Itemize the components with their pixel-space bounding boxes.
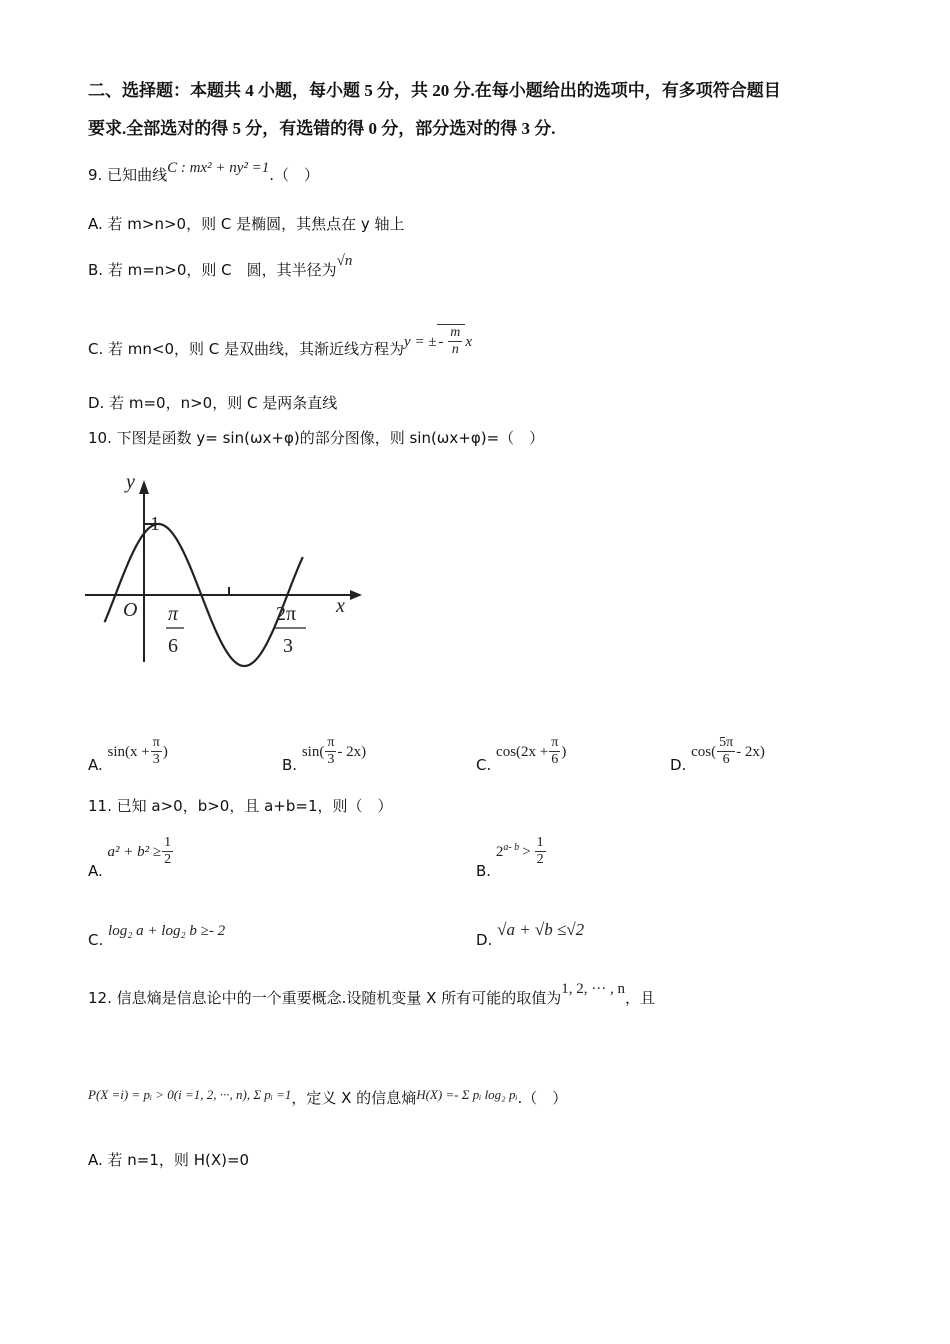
- q12-definition: [88, 1088, 567, 1109]
- q10-option-b: [282, 735, 367, 774]
- q9-tail: .（ ）: [269, 166, 320, 184]
- q10-option-c-num: π: [551, 735, 559, 750]
- q12-values: 1, 2, ··· , n: [561, 981, 625, 997]
- q12-formula-entropy: H(X) =- Σ pᵢ log₂ pᵢ: [416, 1087, 518, 1102]
- q11-option-c-label: C.: [88, 931, 104, 949]
- q9-option-c-num: m: [450, 325, 461, 340]
- tick2-denominator: 3: [283, 635, 293, 657]
- q10-option-d-den: 6: [722, 752, 730, 767]
- q11-option-b-num: 1: [536, 835, 544, 850]
- q11-stem: 11. 已知 a>0，b>0，且 a+b=1，则（ ）: [88, 797, 393, 815]
- q9-option-b-formula: √n: [336, 253, 353, 269]
- q12-formula-prob: P(X =i) = pᵢ > 0(i =1, 2, ···, n), Σ pᵢ =1: [88, 1087, 292, 1102]
- q9-option-a: A. 若 m>n>0，则 C 是椭圆，其焦点在 y 轴上: [88, 215, 405, 233]
- q10-option-a-den: 3: [152, 752, 160, 767]
- q10-option-b-pre: sin(: [301, 744, 325, 760]
- q10-option-b-label: B.: [282, 756, 298, 774]
- q10-option-c: [476, 735, 567, 774]
- q9-option-d: D. 若 m=0，n>0，则 C 是两条直线: [88, 394, 338, 412]
- x-axis-arrow-icon: [350, 590, 362, 600]
- tick2-numerator: 2π: [276, 603, 297, 625]
- q11-option-c-formula: log₂ a + log₂ b ≥- 2: [108, 923, 226, 939]
- q11-option-a: [88, 835, 174, 880]
- q9-option-c-text: C. 若 mn<0，则 C 是双曲线，其渐近线方程为: [88, 340, 405, 358]
- q12-tail: .（ ）: [517, 1089, 568, 1107]
- q10-option-d-frac: [717, 735, 735, 768]
- q11-option-d-label: D.: [476, 931, 493, 949]
- q11-option-b-label: B.: [476, 862, 492, 880]
- section-heading-line1: 二、选择题：本题共 4 小题，每小题 5 分，共 20 分.在每小题给出的选项中，有多项符合题目: [88, 81, 781, 100]
- q10-option-a-num: π: [152, 735, 160, 750]
- q10-option-c-pre: cos(2x +: [496, 744, 549, 760]
- q9-option-c-formula-post: x: [465, 334, 473, 350]
- q12-stem-text: 12. 信息熵是信息论中的一个重要概念.设随机变量 X 所有可能的取值为: [88, 989, 562, 1007]
- q11-option-a-den: 2: [164, 852, 172, 867]
- q10-option-c-frac: [549, 735, 560, 768]
- q9-stem-text: 9. 已知曲线: [88, 166, 168, 184]
- x-axis-label: x: [336, 595, 345, 617]
- y-axis-arrow-icon: [139, 480, 149, 494]
- q11-option-b-base: 2: [495, 844, 504, 860]
- q10-option-b-post: - 2x): [337, 744, 367, 760]
- q10-option-d-post: - 2x): [736, 744, 765, 760]
- q10-option-a-pre: sin(x +: [107, 744, 150, 760]
- q9-option-c-formula-pre: y = ±: [404, 334, 437, 350]
- q10-option-d: [670, 735, 765, 774]
- q10-option-b-num: π: [327, 735, 335, 750]
- y-axis-label: y: [126, 471, 135, 493]
- q11-option-a-frac: [162, 835, 173, 868]
- q10-option-c-label: C.: [476, 756, 492, 774]
- origin-label: O: [123, 599, 138, 621]
- q9-option-b-text: B. 若 m=n>0，则 C 圆，其半径为: [88, 261, 337, 279]
- q11-option-b-gt: >: [522, 844, 531, 860]
- q10-option-a-label: A.: [88, 756, 103, 774]
- tick1-denominator: 6: [168, 635, 178, 657]
- q11-option-d: [476, 920, 585, 949]
- q12-and: ，且: [624, 989, 655, 1007]
- q9-option-c: [88, 325, 473, 366]
- q11-option-b-exponent: a- b: [503, 842, 520, 853]
- one-label: 1: [150, 513, 160, 535]
- q11-option-b-den: 2: [536, 852, 544, 867]
- q10-stem: 10. 下图是函数 y= sin(ωx+φ)的部分图像，则 sin(ωx+φ)=（ ）: [88, 429, 545, 447]
- q9-option-c-den: n: [451, 342, 459, 357]
- q10-sine-graph: [80, 462, 370, 672]
- q10-option-a: [88, 735, 168, 774]
- tick1-numerator: π: [168, 603, 179, 625]
- q10-option-d-label: D.: [670, 756, 687, 774]
- q10-option-b-den: 3: [327, 752, 335, 767]
- q11-option-d-formula: √a + √b ≤√2: [497, 920, 585, 939]
- q10-option-d-pre: cos(: [691, 744, 717, 760]
- q10-option-a-frac: [151, 735, 162, 768]
- q11-option-a-pre: a² + b² ≥: [107, 844, 162, 860]
- q10-option-d-num: 5π: [719, 735, 734, 750]
- q10-option-b-frac: [325, 735, 336, 768]
- q12-option-a: A. 若 n=1，则 H(X)=0: [88, 1151, 250, 1169]
- q11-option-b-frac: [535, 835, 546, 868]
- q9-stem: [88, 160, 320, 186]
- q11-option-a-num: 1: [164, 835, 172, 850]
- q11-option-c: [88, 920, 226, 949]
- q10-option-c-post: ): [561, 744, 567, 760]
- q12-stem: [88, 981, 655, 1009]
- q9-option-b: [88, 253, 353, 281]
- q9-formula: C : mx² + ny² =1: [167, 160, 270, 176]
- q10-option-c-den: 6: [551, 752, 559, 767]
- q11-option-a-label: A.: [88, 862, 103, 880]
- section-heading-line2: 要求.全部选对的得 5 分，有选错的得 0 分，部分选对的得 3 分.: [88, 119, 556, 138]
- q9-option-c-sqrt: - $\frac{m}{n}$: [437, 324, 466, 358]
- q11-option-b: [476, 835, 547, 880]
- q9-option-c-fraction: [448, 325, 462, 358]
- q10-option-a-post: ): [162, 744, 168, 760]
- q12-mid: ，定义 X 的信息熵: [291, 1089, 417, 1107]
